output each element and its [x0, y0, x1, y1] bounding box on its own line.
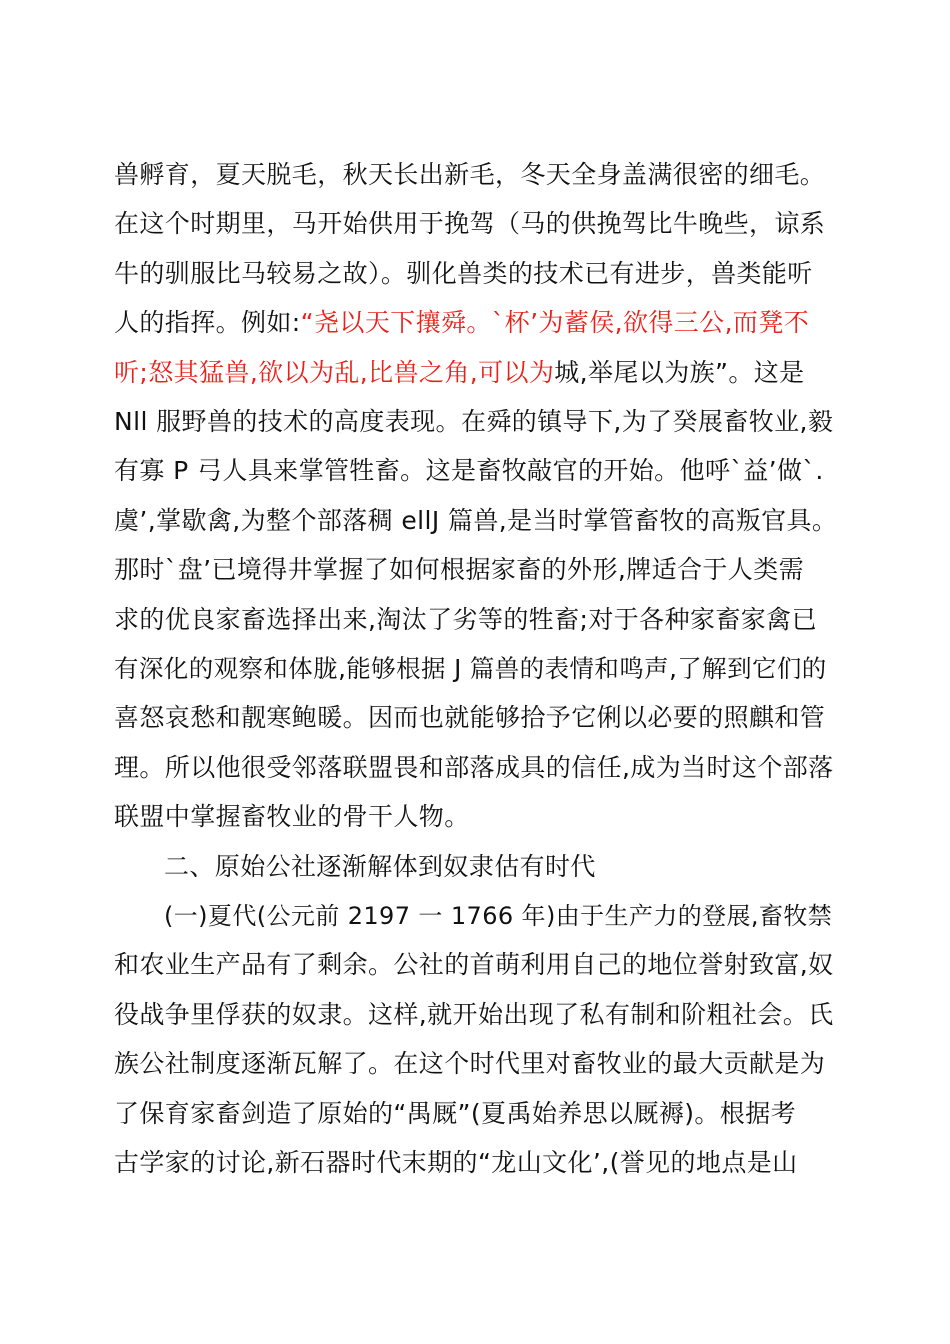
text-segment: 喜怒哀愁和靓寒鲍暖。因而也就能够拾予它俐以必要的照麒和管 [114, 703, 826, 732]
text-line [114, 797, 470, 837]
text-segment: 理。所以他很受邻落联盟畏和部落成具的信任,成为当时这个部落 [114, 753, 834, 782]
text-line [114, 550, 804, 590]
highlighted-quote-text: “尧以天下攘舜。`杯’为蓄侯,欲得三公,而凳不 [300, 308, 810, 337]
text-line [114, 204, 825, 244]
text-segment: (一)夏代(公元前 2197 一 1766 年)由于生产力的登展,畜牧禁 [164, 902, 833, 930]
text-segment: 二、原始公社逐渐解体到奴隶估有时代 [164, 852, 596, 881]
text-line [114, 945, 834, 985]
text-segment: 族公社制度逐渐瓦解了。在这个时代里对畜牧业的最大贡献是为 [114, 1049, 826, 1078]
text-segment: 有深化的观察和体胧,能够根据 J 篇兽的表情和鸣声,了解到它们的 [114, 654, 827, 683]
text-line [114, 748, 834, 788]
text-line [114, 303, 809, 343]
text-segment: 古学家的讨论,新石器时代末期的“龙山文化’,(誉见的地点是山 [114, 1148, 798, 1177]
text-line [114, 501, 837, 541]
text-segment: 虞’,掌歇禽,为整个部落稠 ellJ 篇兽,是当时掌管畜牧的高叛官具。 [114, 506, 838, 535]
text-line [114, 1143, 798, 1183]
text-segment: 在这个时期里，马开始供用于挽驾（马的供挽驾比牛晚些，谅系 [114, 209, 826, 238]
text-line [164, 847, 596, 887]
text-line [114, 402, 833, 442]
text-segment: 联盟中掌握畜牧业的骨干人物。 [114, 802, 470, 831]
text-segment: 有寡 P 弓人具来掌管牲畜。这是畜牧敲官的开始。他呼`益’做`. [114, 456, 824, 485]
text-line [114, 995, 834, 1035]
text-line [164, 896, 832, 936]
text-line [114, 451, 824, 491]
text-segment: 那时`盘’已境得井掌握了如何根据家畜的外形,牌适合于人类需 [114, 555, 804, 584]
text-segment: 和农业生产品有了剩余。公社的首萌利用自己的地位誉射致富,奴 [114, 950, 834, 979]
text-segment: 人的指挥。例如: [114, 308, 301, 337]
text-line [114, 698, 825, 738]
text-segment: 了保育家畜剑造了原始的“禺厩”(夏禹始养思以厩褥)。根据考 [114, 1099, 797, 1128]
text-segment: 役战争里俘获的奴隶。这样,就开始出现了私有制和阶粗社会。氏 [114, 1000, 834, 1029]
highlighted-quote-text: 听;怒其猛兽,欲以为乱,比兽之角,可以为 [114, 358, 555, 387]
text-line [114, 1094, 796, 1134]
text-segment: 牛的驯服比马较易之故）。驯化兽类的技术已有进步，兽类能听 [114, 259, 813, 288]
text-segment: Nll 服野兽的技术的高度表现。在舜的镇导下,为了癸展畜牧业,毅 [114, 407, 834, 436]
text-line [114, 600, 817, 640]
text-line [114, 155, 825, 195]
text-line [114, 254, 813, 294]
text-segment: 求的优良家畜选择出来,淘汰了劣等的牲畜;对于各种家畜家禽已 [114, 605, 817, 634]
text-line [114, 353, 805, 393]
text-segment: 兽孵育，夏天脱毛，秋天长出新毛，冬天全身盖满很密的细毛。 [114, 160, 826, 189]
text-line [114, 1044, 825, 1084]
text-segment: 城,举尾以为族”。这是 [554, 358, 805, 387]
text-line [114, 649, 827, 689]
